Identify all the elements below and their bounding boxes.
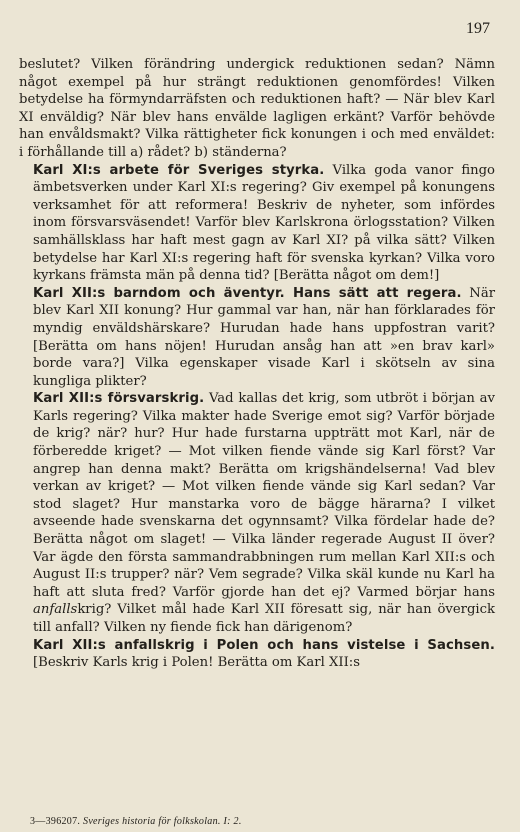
section-heading: Karl XII:s försvarskrig.	[33, 391, 205, 407]
paragraph-karl-xi-arbete	[19, 162, 495, 285]
section-heading: Karl XII:s anfallskrig i Polen och hans vistelse i Sachsen.	[33, 637, 495, 653]
section-heading: Karl XI:s arbete för Sveriges styrka.	[33, 162, 325, 178]
paragraph-text: beslutet? Vilken förändring undergick reduktionen sedan? Nämn något exempel på hur strängt reduktionen genomfördes! Vilken betydelse ha förmyndarräfsten och reduktionen haft? — När blev Karl XI enväldig? När blev hans envälde lagligen erkänt? Varför behövde han envåldsmakt? Vilka rättigheter fick konungen i och med enväldet: i förhållande till a) rådet? b) ständerna?	[19, 57, 495, 160]
paragraph-karl-xii-barndom	[19, 285, 495, 391]
paragraph-text: krig? Vilket mål hade Karl XII föresatt sig, när han övergick till anfall? Vilken ny fiende fick han därigenom?	[33, 602, 495, 635]
section-heading: Karl XII:s barndom och äventyr. Hans sätt att regera.	[33, 285, 462, 301]
page-number: 197	[466, 20, 490, 37]
paragraph-reduktionen	[19, 56, 495, 162]
paragraph-text: När blev Karl XII konung? Hur gammal var han, när han förklarades för myndig enväldshärskare? Hurudan hade hans uppfostran varit? [Berätta om hans nöjen! Hurudan ansåg han att »en brav karl» borde vara?] Vilka egenskaper visade Karl i skötseln av sina kungliga plikter?	[33, 285, 495, 389]
paragraph-karl-xii-anfallskrig	[19, 637, 495, 672]
paragraph-text: Vad kallas det krig, som utbröt i början av Karls regering? Vilka makter hade Sverige emot sig? Varför började de krig? när? hur? Hur hade furstarna uppträtt mot Karl, när de förberedde kriget? — Mot vilken fiende vände sig Karl först? Var angrep han denna makt? Berätta om krigshändelserna! Vad blev verkan av kriget? — Mot vilken fiende vände sig Karl sedan? Var stod slaget? Hur manstarka voro de bägge härarna? I vilket avseende hade svenskarna det ogynnsamt? Vilka fördelar hade de? Berätta något om slaget! — Vilka länder regerade August II över? Var ägde den första sammandrabbningen rum mellan Karl XII:s och August II:s trupper? när? Vem segrade? Vilka skäl kunde nu Karl ha haft att sluta fred? Varför gjorde han det ej? Varmed börjar hans	[33, 391, 495, 600]
page-footer	[30, 816, 242, 828]
paragraph-text: Vilka goda vanor fingo ämbetsverken under Karl XI:s regering? Giv exempel på konungens verksamhet för att reformera! Beskriv de nyheter, som infördes inom försvarsväsendet! Varför blev Karlskrona örlogsstation? Vilken samhällsklass har haft mest gagn av Karl XI? på vilka sätt? Vilken betydelse har Karl XI:s regering haft för svenska kyrkan? Vilka voro kyrkans främsta män på denna tid? [Berätta något om dem!]	[33, 162, 495, 284]
footer-code: 3—396207.	[30, 816, 81, 827]
paragraph-text: [Beskriv Karls krig i Polen! Berätta om Karl XII:s	[33, 655, 360, 671]
footer-title: Sveriges historia för folkskolan. I: 2.	[83, 816, 242, 827]
emphasized-word: anfalls	[33, 602, 78, 618]
paragraph-karl-xii-forsvarskrig	[19, 390, 495, 636]
body-text	[19, 56, 495, 672]
